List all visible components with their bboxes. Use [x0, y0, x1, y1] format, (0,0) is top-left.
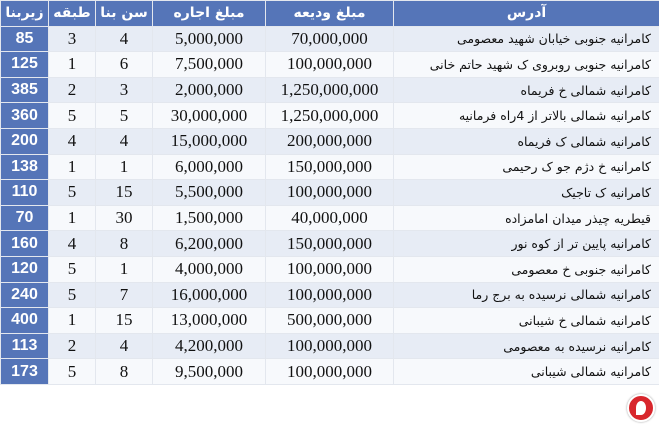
floor-cell: 5: [49, 180, 96, 206]
rent-cell: 1,500,000: [153, 205, 266, 231]
rent-cell: 6,200,000: [153, 231, 266, 257]
area-cell: 120: [1, 256, 49, 282]
age-cell: 15: [96, 180, 153, 206]
deposit-cell: 150,000,000: [266, 231, 394, 257]
area-cell: 160: [1, 231, 49, 257]
deposit-cell: 70,000,000: [266, 26, 394, 52]
rent-cell: 2,000,000: [153, 77, 266, 103]
floor-cell: 4: [49, 128, 96, 154]
rent-cell: 6,000,000: [153, 154, 266, 180]
address-cell: کامرانیه شمالی نرسیده به برج رما: [394, 282, 659, 308]
age-cell: 5: [96, 103, 153, 129]
deposit-cell: 100,000,000: [266, 333, 394, 359]
header-deposit: مبلغ ودیعه: [266, 1, 394, 27]
table-row: [1, 52, 659, 78]
deposit-cell: 40,000,000: [266, 205, 394, 231]
rent-cell: 5,500,000: [153, 180, 266, 206]
rent-cell: 13,000,000: [153, 308, 266, 334]
age-cell: 8: [96, 231, 153, 257]
address-cell: کامرانیه جنوبی خیابان شهید معصومی: [394, 26, 659, 52]
area-cell: 125: [1, 52, 49, 78]
address-cell: کامرانیه جنوبی خ معصومی: [394, 256, 659, 282]
table-row: [1, 282, 659, 308]
address-cell: کامرانیه شمالی بالاتر از 4راه فرمانیه: [394, 103, 659, 129]
header-rent: مبلغ اجاره: [153, 1, 266, 27]
header-area: زیربنا: [1, 1, 49, 27]
table-row: [1, 205, 659, 231]
area-cell: 385: [1, 77, 49, 103]
table-row: [1, 333, 659, 359]
deposit-cell: 1,250,000,000: [266, 77, 394, 103]
floor-cell: 3: [49, 26, 96, 52]
table-row: [1, 308, 659, 334]
area-cell: 200: [1, 128, 49, 154]
deposit-cell: 500,000,000: [266, 308, 394, 334]
deposit-cell: 100,000,000: [266, 256, 394, 282]
address-cell: کامرانیه خ دژم جو ک رحیمی: [394, 154, 659, 180]
floor-cell: 1: [49, 205, 96, 231]
header-age: سن بنا: [96, 1, 153, 27]
rent-cell: 5,000,000: [153, 26, 266, 52]
table-row: [1, 154, 659, 180]
area-cell: 240: [1, 282, 49, 308]
rent-cell: 4,000,000: [153, 256, 266, 282]
age-cell: 7: [96, 282, 153, 308]
deposit-cell: 200,000,000: [266, 128, 394, 154]
area-cell: 360: [1, 103, 49, 129]
area-cell: 138: [1, 154, 49, 180]
floor-cell: 2: [49, 77, 96, 103]
rent-cell: 7,500,000: [153, 52, 266, 78]
deposit-cell: 100,000,000: [266, 52, 394, 78]
rent-cell: 30,000,000: [153, 103, 266, 129]
table-row: [1, 77, 659, 103]
table-row: [1, 103, 659, 129]
rent-cell: 4,200,000: [153, 333, 266, 359]
deposit-cell: 1,250,000,000: [266, 103, 394, 129]
area-cell: 85: [1, 26, 49, 52]
address-cell: کامرانیه شمالی خ شیبانی: [394, 308, 659, 334]
area-cell: 110: [1, 180, 49, 206]
address-cell: کامرانیه جنوبی روبروی ک شهید حاتم خانی: [394, 52, 659, 78]
brand-logo-icon: [627, 394, 655, 422]
deposit-cell: 100,000,000: [266, 359, 394, 385]
header-row: [1, 1, 659, 27]
area-cell: 70: [1, 205, 49, 231]
age-cell: 8: [96, 359, 153, 385]
rent-cell: 16,000,000: [153, 282, 266, 308]
age-cell: 3: [96, 77, 153, 103]
deposit-cell: 100,000,000: [266, 282, 394, 308]
floor-cell: 1: [49, 52, 96, 78]
floor-cell: 5: [49, 103, 96, 129]
age-cell: 15: [96, 308, 153, 334]
table-row: [1, 128, 659, 154]
floor-cell: 1: [49, 154, 96, 180]
floor-cell: 5: [49, 359, 96, 385]
address-cell: کامرانیه نرسیده به معصومی: [394, 333, 659, 359]
area-cell: 173: [1, 359, 49, 385]
deposit-cell: 150,000,000: [266, 154, 394, 180]
address-cell: کامرانیه شمالی ک فریماه: [394, 128, 659, 154]
header-floor: طبقه: [49, 1, 96, 27]
age-cell: 1: [96, 154, 153, 180]
age-cell: 1: [96, 256, 153, 282]
address-cell: کامرانیه پایین تر از کوه نور: [394, 231, 659, 257]
age-cell: 4: [96, 128, 153, 154]
table-row: [1, 359, 659, 385]
floor-cell: 2: [49, 333, 96, 359]
age-cell: 6: [96, 52, 153, 78]
age-cell: 4: [96, 333, 153, 359]
address-cell: کامرانیه ک تاجیک: [394, 180, 659, 206]
address-cell: قیطریه چیذر میدان امامزاده: [394, 205, 659, 231]
table-row: [1, 256, 659, 282]
address-cell: کامرانیه شمالی خ فریماه: [394, 77, 659, 103]
deposit-cell: 100,000,000: [266, 180, 394, 206]
table-row: [1, 231, 659, 257]
rent-cell: 9,500,000: [153, 359, 266, 385]
address-cell: کامرانیه شمالی شیبانی: [394, 359, 659, 385]
floor-cell: 1: [49, 308, 96, 334]
age-cell: 4: [96, 26, 153, 52]
table-row: [1, 180, 659, 206]
header-address: آدرس: [394, 1, 659, 27]
age-cell: 30: [96, 205, 153, 231]
area-cell: 400: [1, 308, 49, 334]
floor-cell: 5: [49, 256, 96, 282]
table-row: [1, 26, 659, 52]
floor-cell: 5: [49, 282, 96, 308]
rent-cell: 15,000,000: [153, 128, 266, 154]
floor-cell: 4: [49, 231, 96, 257]
area-cell: 113: [1, 333, 49, 359]
